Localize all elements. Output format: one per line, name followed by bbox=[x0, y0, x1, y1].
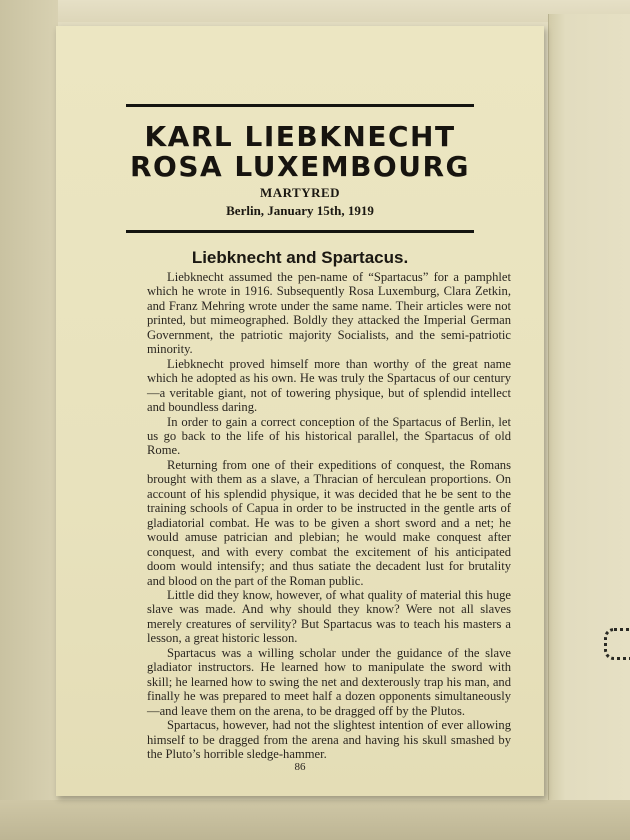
title-line-2: ROSA LUXEMBOURG bbox=[129, 150, 471, 183]
dateline: Berlin, January 15th, 1919 bbox=[226, 203, 374, 218]
adjacent-page-mark bbox=[604, 628, 630, 660]
paragraph: Spartacus was a willing scholar under the guidance of the slave gladiator instructors. He learned how to manipulate the sword with skill; he learned how to swing the net and dexterously trap his man, and finally he was prepared to meet half a dozen opponents simultaneously—and leave them on the arena, to be dragged off by the Plutos. bbox=[147, 645, 511, 718]
background-bottom-band bbox=[0, 800, 630, 840]
top-rule bbox=[126, 104, 474, 107]
background-top-band bbox=[0, 0, 630, 22]
paragraph: Little did they know, however, of what quality of material this huge slave was made. And why should they know? Were not all slaves merely creatures of servility? But Spartacus was to teach his masters a lesson, a great historic lesson. bbox=[147, 587, 511, 646]
bottom-rule bbox=[126, 230, 474, 233]
title-line-1: KARL LIEBKNECHT bbox=[144, 120, 456, 153]
paragraph: Spartacus, however, had not the slightest intention of ever allowing himself to be dragged from the arena and having his skull smashed by the Pluto’s horrible sledge-hammer. bbox=[147, 718, 511, 761]
paragraph: Liebknecht assumed the pen-name of “Spartacus” for a pamphlet which he wrote in 1916. Subsequently Rosa Luxemburg, Clara Zetkin, and Franz Mehring wrote under the same name. Their articles were not printed, but mimeographed. Boldly they attacked the Imperial German Government, the patriotic majority Socialists, and the semi-patriotic minority. bbox=[147, 270, 511, 357]
article-body bbox=[147, 270, 511, 761]
adjacent-page bbox=[548, 14, 630, 804]
paragraph: Returning from one of their expeditions of conquest, the Romans brought with them as a slave, a Thracian of herculean proportions. On account of his splendid physique, it was decided that he be sent to the training schools of Capua in order to be instructed in the gentle arts of gladiatorial combat. He was to be given a short sword and a net; he would amuse patrician and plebian; he would make conquest after conquest, and with every combat the excitement of his anticipated doom would intensify; and thus satiate the decadent lust for brutality and blood on the part of the Roman public. bbox=[147, 457, 511, 588]
paragraph: In order to gain a correct conception of the Spartacus of Berlin, let us go back to the life of his historical parallel, the Spartacus of old Rome. bbox=[147, 414, 511, 458]
page-number: 86 bbox=[294, 761, 306, 773]
subtitle: MARTYRED bbox=[259, 185, 341, 200]
background-left-edge bbox=[0, 0, 58, 840]
section-heading: Liebknecht and Spartacus. bbox=[191, 248, 409, 267]
paragraph: Liebknecht proved himself more than worthy of the great name which he adopted as his own. He was truly the Spartacus of our century—a veritable giant, not of towering physique, but of splendid intellect and boundless daring. bbox=[147, 356, 511, 415]
